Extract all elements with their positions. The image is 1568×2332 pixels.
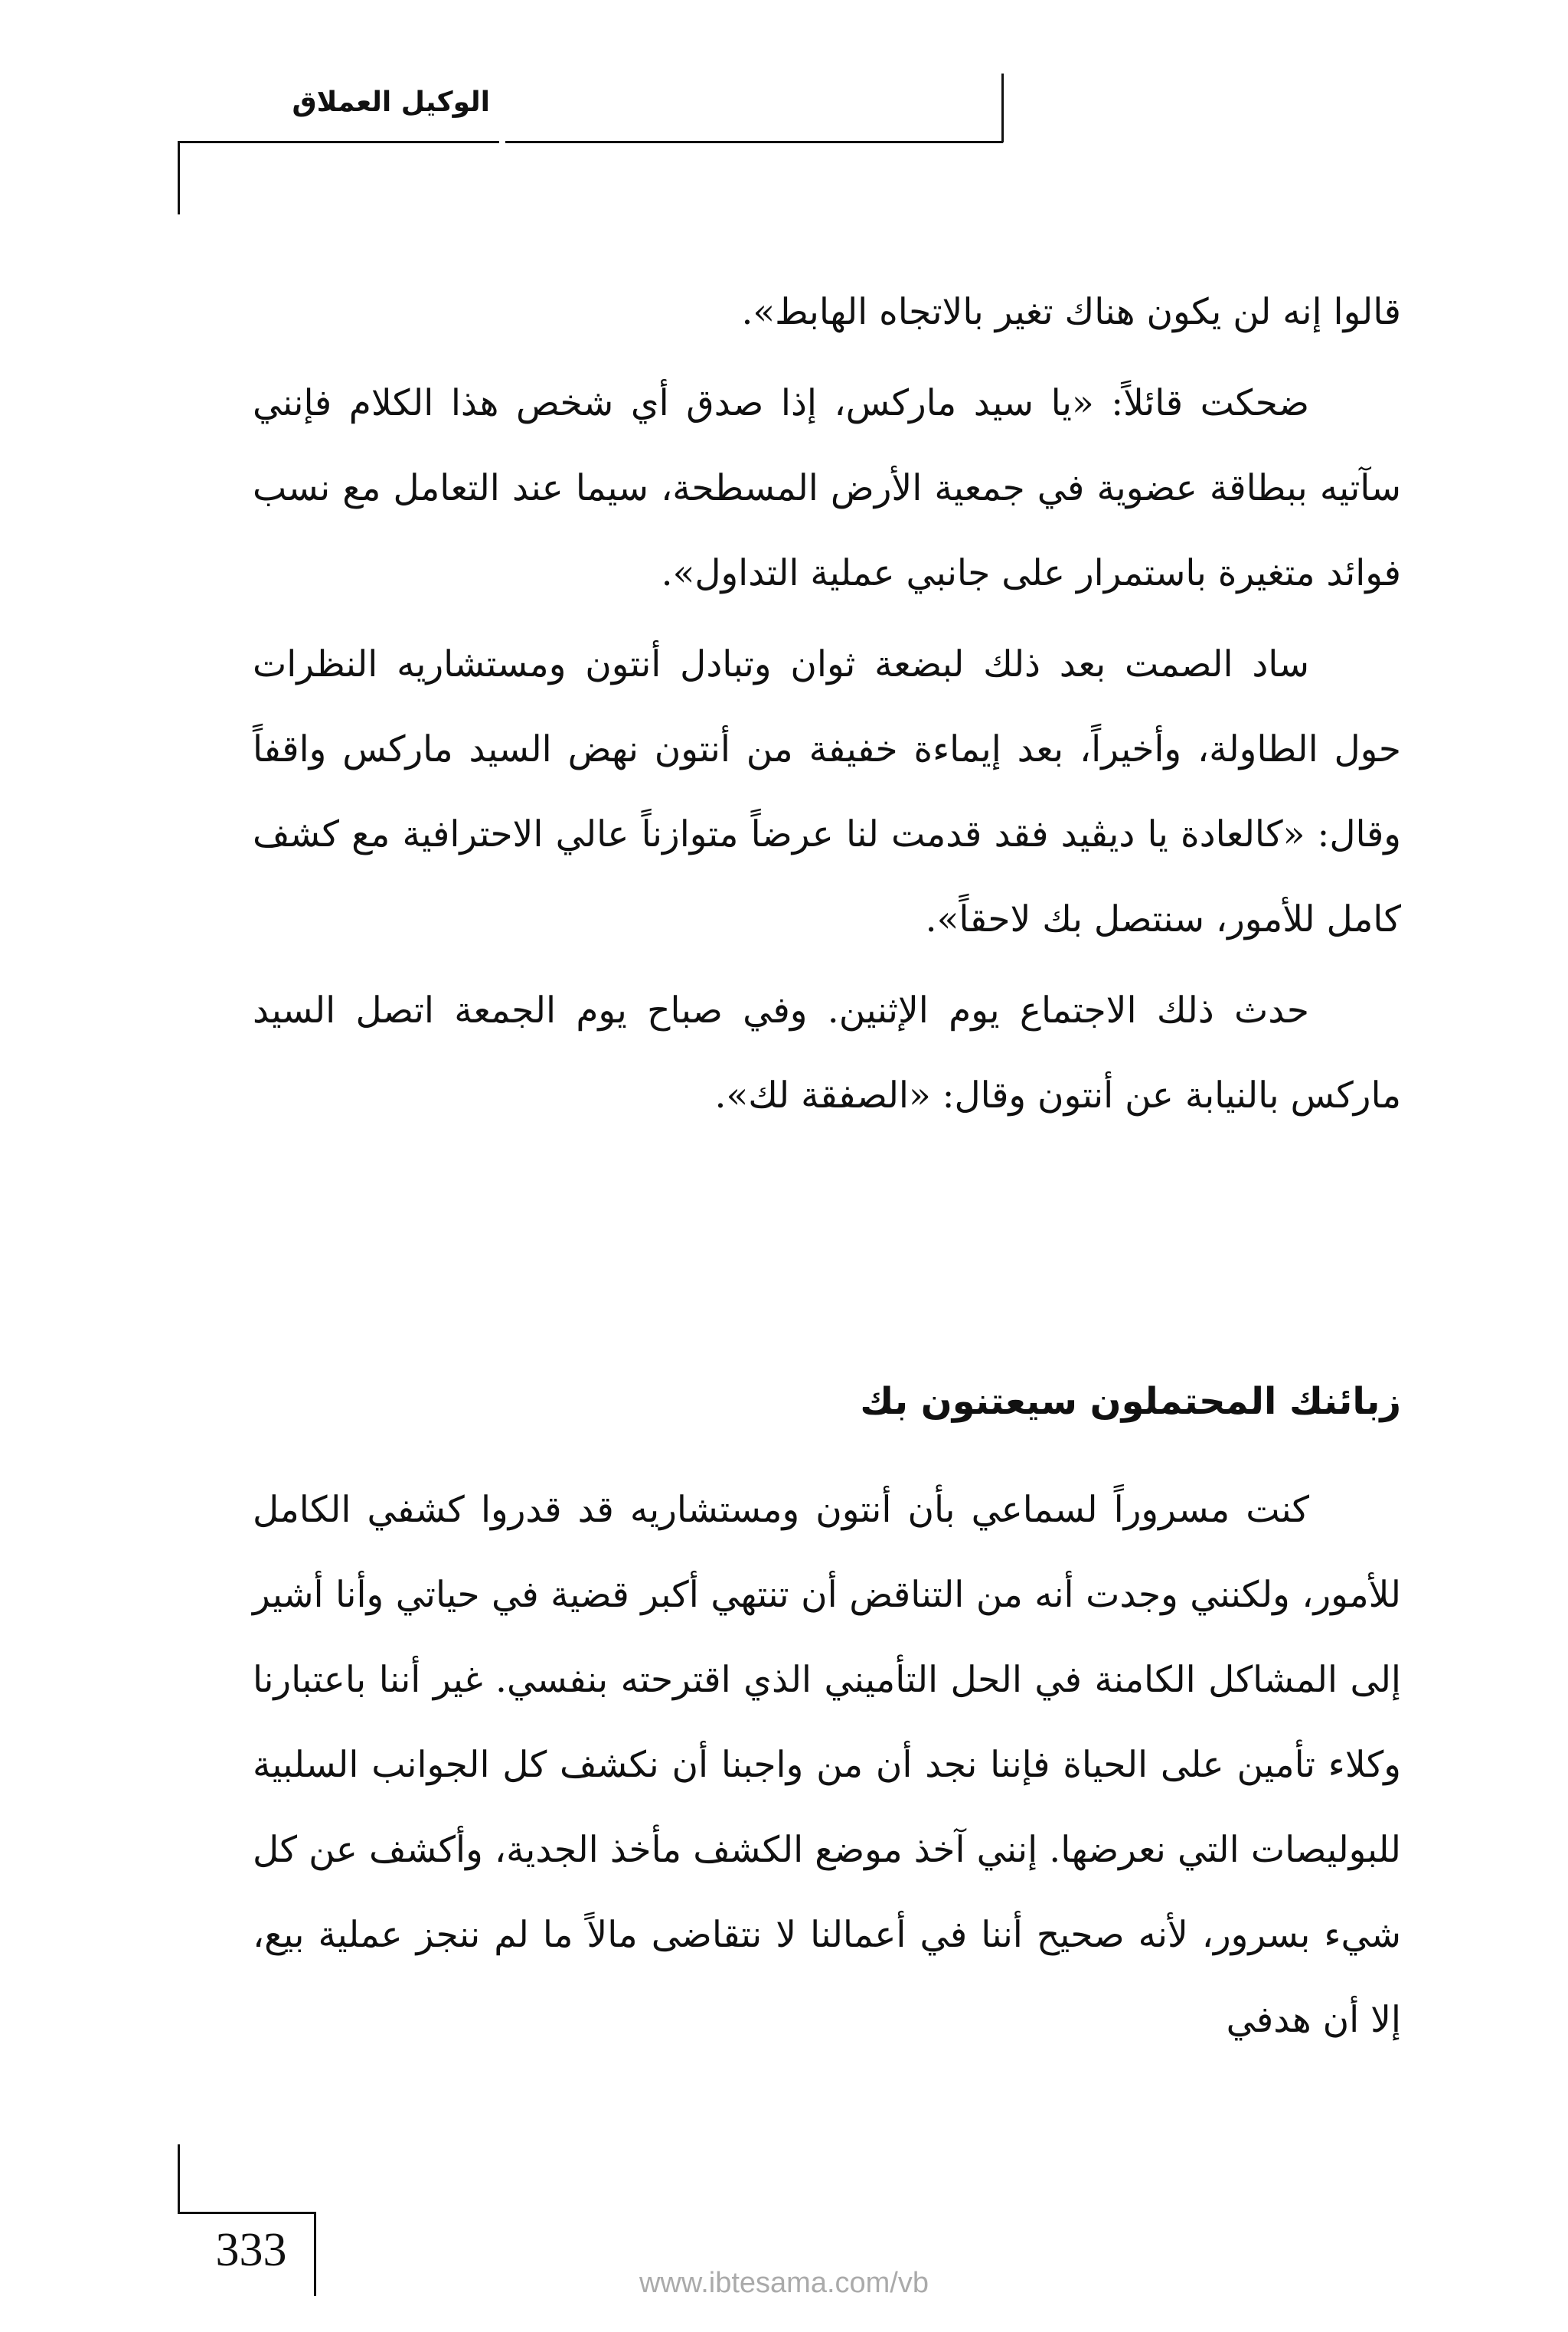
header-rule-right-vertical [1001, 74, 1004, 142]
header-rule-left [178, 141, 499, 143]
header-rule-left-vertical [178, 141, 180, 214]
watermark-url: www.ibtesama.com/vb [639, 2267, 929, 2299]
body-text-upper [253, 270, 1401, 1138]
header-rule-right [505, 141, 1003, 143]
section-paragraph: كنت مسروراً لسماعي بأن أنتون ومستشاريه قد قدروا كشفي الكامل للأمور، ولكنني وجدت أنه من التناقض أن تنتهي أكبر قضية في حياتي وأنا أشير إلى المشاكل الكامنة في الحل التأميني الذي اقترحته بنفسي. غير أننا باعتبارنا وكلاء تأمين على الحياة فإننا نجد أن من واجبنا أن نكشف كل الجوانب السلبية للبوليصات التي نعرضها. إنني آخذ موضع الكشف مأخذ الجدية، وأكشف عن كل شيء بسرور، لأنه صحيح أننا في أعمالنا لا نتقاضى مالاً ما لم ننجز عملية بيع، إلا أن هدفي [253, 1489, 1401, 2041]
footer-rule-separator [314, 2212, 316, 2296]
running-header-title: الوكيل العملاق [292, 87, 490, 118]
footer-rule-horizontal [178, 2212, 315, 2214]
page-number: 333 [215, 2224, 287, 2276]
paragraph-2: ضحكت قائلاً: «يا سيد ماركس، إذا صدق أي شخص هذا الكلام فإنني سآتيه ببطاقة عضوية في جمعية الأرض المسطحة، سيما عند التعامل مع نسب فوائد متغيرة باستمرار على جانبي عملية التداول». [253, 382, 1401, 594]
body-text-lower [253, 1467, 1401, 2062]
section-heading: زبائنك المحتملون سيعتنون بك [860, 1380, 1401, 1423]
paragraph-4: حدث ذلك الاجتماع يوم الإثنين. وفي صباح يوم الجمعة اتصل السيد ماركس بالنيابة عن أنتون وقال: «الصفقة لك». [253, 989, 1401, 1117]
paragraph-1: قالوا إنه لن يكون هناك تغير بالاتجاه الهابط». [741, 291, 1401, 333]
paragraph-3: ساد الصمت بعد ذلك لبضعة ثوان وتبادل أنتون ومستشاريه النظرات حول الطاولة، وأخيراً، بعد إيماءة خفيفة من أنتون نهض السيد ماركس واقفاً وقال: «كالعادة يا ديڤيد فقد قدمت لنا عرضاً متوازناً عالي الاحترافية مع كشف كامل للأمور، سنتصل بك لاحقاً». [253, 643, 1401, 940]
footer-rule-vertical [178, 2144, 180, 2213]
